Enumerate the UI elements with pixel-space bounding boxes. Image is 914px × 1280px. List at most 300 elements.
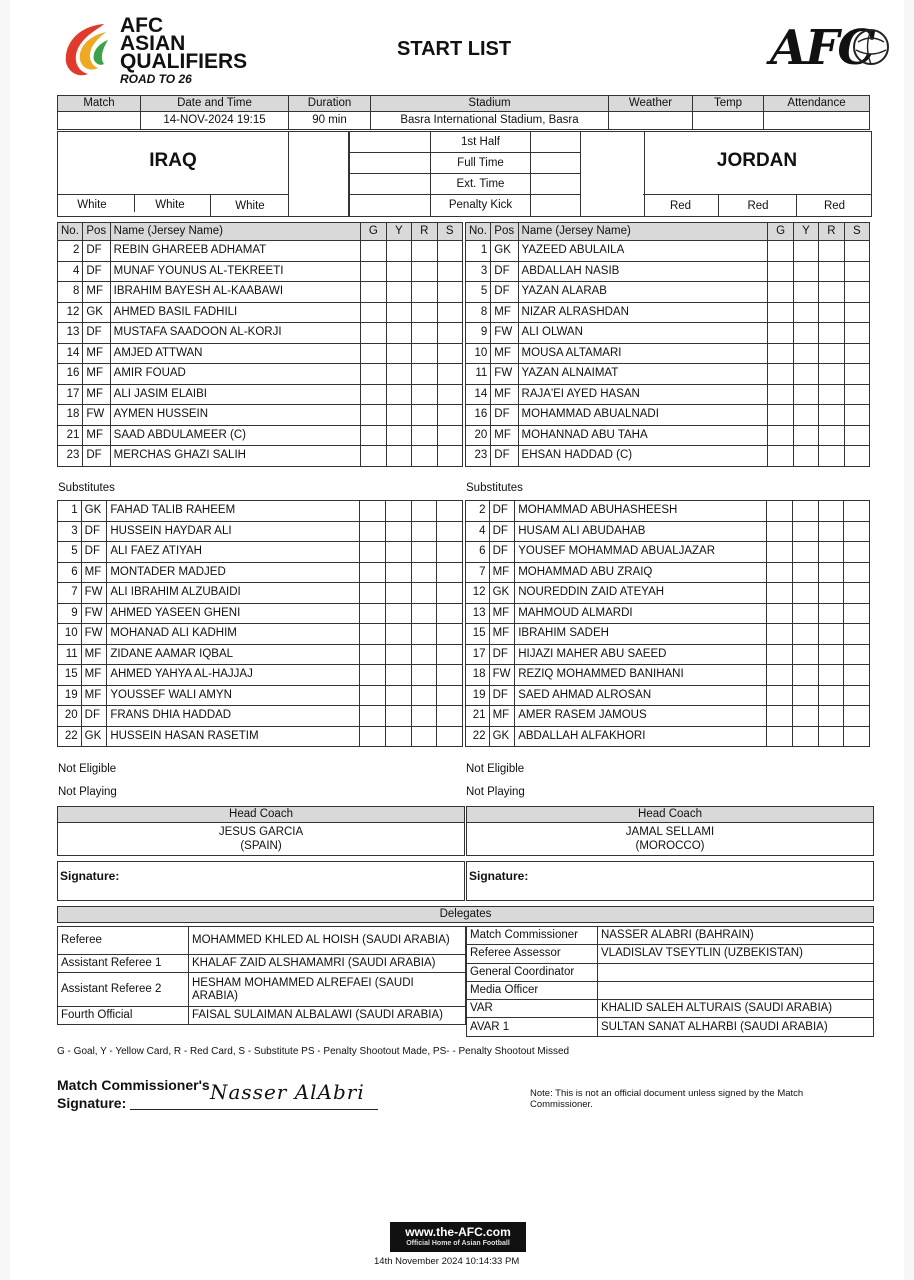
player-name: IBRAHIM BAYESH AL-KAABAWI (110, 282, 360, 303)
delegate-role: Assistant Referee 1 (58, 955, 189, 973)
player-name: HUSSEIN HASAN RASETIM (107, 726, 360, 747)
delegate-name: VLADISLAV TSEYTLIN (UZBEKISTAN) (598, 945, 874, 963)
player-row (466, 425, 870, 446)
player-row (466, 542, 870, 563)
period-score-away-1 (531, 132, 581, 153)
legend-text: G - Goal, Y - Yellow Card, R - Red Card, S - Substitute PS - Penalty Shootout Made, PS- - Penalty Shootout Missed (57, 1046, 570, 1057)
attendance-value (764, 112, 870, 130)
goal-cell (361, 323, 386, 344)
player-number: 2 (466, 501, 490, 522)
red-card-cell (412, 405, 437, 426)
red-card-cell (819, 425, 844, 446)
afc-logo (770, 20, 900, 80)
player-number: 19 (466, 685, 490, 706)
delegate-role: Referee (58, 927, 189, 955)
player-row (58, 282, 463, 303)
red-card-cell (411, 521, 437, 542)
player-row (466, 706, 870, 727)
period-penalty-kick: Penalty Kick (431, 195, 531, 217)
home-coach-cell (58, 823, 465, 856)
player-position: MF (81, 665, 107, 686)
delegate-row (467, 1018, 874, 1036)
player-name: ABDALLAH ALFAKHORI (515, 726, 767, 747)
yellow-card-cell (793, 446, 818, 467)
player-row (466, 241, 870, 262)
sub-cell (437, 603, 463, 624)
player-name: MOHANNAD ABU TAHA (518, 425, 768, 446)
sub-cell (437, 706, 463, 727)
away-kit-shirt: Red (669, 200, 692, 212)
red-card-cell (412, 261, 437, 282)
yellow-card-cell (385, 665, 411, 686)
player-number: 12 (466, 583, 490, 604)
player-position: FW (491, 323, 518, 344)
player-name: FAHAD TALIB RAHEEM (107, 501, 360, 522)
player-name: MOHAMMAD ABUALNADI (518, 405, 768, 426)
goal-cell (361, 282, 386, 303)
player-position: GK (81, 726, 107, 747)
red-card-cell (412, 282, 437, 303)
duration-label: Duration (289, 96, 371, 112)
player-position: FW (81, 583, 107, 604)
delegate-name (598, 981, 874, 999)
player-position: DF (81, 521, 107, 542)
away-not-playing: Not Playing (466, 786, 525, 798)
sub-cell (844, 405, 869, 426)
goal-cell (768, 302, 793, 323)
player-row (58, 343, 463, 364)
player-position: MF (491, 343, 518, 364)
player-position: DF (491, 405, 518, 426)
player-number: 23 (466, 446, 491, 467)
yellow-card-cell (793, 343, 818, 364)
player-number: 18 (58, 405, 83, 426)
yellow-card-cell (793, 603, 819, 624)
goal-cell (360, 501, 386, 522)
qualifiers-swirl-icon (60, 18, 116, 80)
player-position: MF (83, 343, 110, 364)
delegate-row (58, 955, 466, 973)
player-name: ALI OLWAN (518, 323, 768, 344)
delegate-name: NASSER ALABRI (BAHRAIN) (598, 927, 874, 945)
away-substitutes-table (465, 500, 870, 747)
player-number: 12 (58, 302, 83, 323)
duration-value: 90 min (289, 112, 371, 130)
red-card-cell (818, 665, 844, 686)
player-row (58, 323, 463, 344)
yellow-card-cell (793, 501, 819, 522)
period-1st-half: 1st Half (431, 132, 531, 153)
delegate-name: FAISAL SULAIMAN ALBALAWI (SAUDI ARABIA) (189, 1007, 466, 1025)
goal-cell (361, 261, 386, 282)
player-position: MF (491, 302, 518, 323)
red-card-cell (411, 726, 437, 747)
yellow-card-cell (793, 685, 819, 706)
delegate-role: Match Commissioner (467, 927, 598, 945)
col-pos: Pos (83, 223, 110, 241)
player-position: MF (489, 562, 515, 583)
player-position: MF (489, 706, 515, 727)
player-row (466, 384, 870, 405)
home-signature-box (57, 861, 465, 901)
sub-cell (844, 241, 869, 262)
col-no: No. (466, 223, 491, 241)
logo-line-qualifiers: QUALIFIERS (120, 50, 248, 73)
player-row (58, 405, 463, 426)
goal-cell (768, 343, 793, 364)
red-card-cell (818, 501, 844, 522)
player-row (58, 384, 463, 405)
yellow-card-cell (793, 644, 819, 665)
delegate-name: KHALAF ZAID ALSHAMAMRI (SAUDI ARABIA) (189, 955, 466, 973)
red-card-cell (818, 624, 844, 645)
yellow-card-cell (793, 562, 819, 583)
sub-cell (437, 425, 462, 446)
player-name: MONTADER MADJED (107, 562, 360, 583)
away-coach-table (466, 806, 874, 856)
period-score-away-2 (531, 153, 581, 174)
yellow-card-cell (793, 241, 818, 262)
period-score-home-1 (349, 132, 431, 153)
afc-logo-text: AFC (770, 20, 874, 76)
away-kit-shorts: Red (718, 195, 797, 216)
goal-cell (360, 726, 386, 747)
col-no: No. (58, 223, 83, 241)
period-score-home-2 (349, 153, 431, 174)
player-position: DF (83, 446, 110, 467)
player-number: 8 (58, 282, 83, 303)
mc-signature-label-2: Signature: (57, 1095, 127, 1111)
footer-badge (390, 1222, 526, 1252)
official-note: Note: This is not an official document unless signed by the Match Commissioner. (530, 1088, 804, 1110)
delegate-row (58, 973, 466, 1007)
delegate-role: AVAR 1 (467, 1018, 598, 1036)
sub-cell (844, 685, 870, 706)
sub-cell (437, 726, 463, 747)
player-number: 6 (58, 562, 82, 583)
sub-cell (844, 583, 870, 604)
goal-cell (768, 384, 793, 405)
delegates-right-table (466, 926, 874, 1037)
sub-cell (437, 644, 463, 665)
delegate-row (467, 963, 874, 981)
delegate-name: MOHAMMED KHLED AL HOISH (SAUDI ARABIA) (189, 927, 466, 955)
col-red: R (819, 223, 844, 241)
player-position: MF (81, 562, 107, 583)
sub-cell (844, 425, 869, 446)
col-sub: S (437, 223, 462, 241)
yellow-card-cell (793, 726, 819, 747)
player-position: MF (489, 603, 515, 624)
red-card-cell (411, 706, 437, 727)
sub-cell (844, 261, 869, 282)
player-position: DF (491, 261, 518, 282)
player-name: YAZEED ABULAILA (518, 241, 768, 262)
home-signature-label: Signature: (60, 869, 120, 883)
player-name: IBRAHIM SADEH (515, 624, 767, 645)
yellow-card-cell (386, 446, 411, 467)
red-card-cell (819, 364, 844, 385)
goal-cell (767, 726, 793, 747)
player-position: DF (491, 446, 518, 467)
player-row (466, 726, 870, 747)
player-row (466, 343, 870, 364)
player-name: AMJED ATTWAN (110, 343, 360, 364)
col-sub: S (844, 223, 869, 241)
player-number: 10 (58, 624, 82, 645)
player-position: FW (81, 624, 107, 645)
player-position: DF (489, 521, 515, 542)
afc-asian-qualifiers-logo (60, 12, 260, 92)
player-name: SAED AHMAD ALROSAN (515, 685, 767, 706)
player-number: 21 (466, 706, 490, 727)
sub-cell (844, 706, 870, 727)
player-position: MF (81, 685, 107, 706)
goal-cell (767, 583, 793, 604)
player-position: DF (489, 644, 515, 665)
player-number: 3 (466, 261, 491, 282)
player-name: AMIR FOUAD (110, 364, 360, 385)
player-row (466, 302, 870, 323)
home-kit-shorts: White (134, 195, 205, 212)
goal-cell (767, 644, 793, 665)
red-card-cell (818, 562, 844, 583)
player-name: YAZAN ALNAIMAT (518, 364, 768, 385)
player-row (466, 644, 870, 665)
delegates-left-table (57, 926, 466, 1025)
player-position: DF (489, 542, 515, 563)
player-name: MOHANAD ALI KADHIM (107, 624, 360, 645)
yellow-card-cell (385, 603, 411, 624)
period-ext-time: Ext. Time (431, 174, 531, 195)
red-card-cell (412, 323, 437, 344)
red-card-cell (818, 706, 844, 727)
goal-cell (767, 706, 793, 727)
yellow-card-cell (385, 542, 411, 563)
sub-cell (844, 446, 869, 467)
goal-cell (767, 665, 793, 686)
red-card-cell (412, 343, 437, 364)
player-name: YAZAN ALARAB (518, 282, 768, 303)
yellow-card-cell (793, 261, 818, 282)
goal-cell (767, 624, 793, 645)
goal-cell (360, 603, 386, 624)
red-card-cell (412, 302, 437, 323)
red-card-cell (819, 302, 844, 323)
player-name: REZIQ MOHAMMED BANIHANI (515, 665, 767, 686)
goal-cell (360, 665, 386, 686)
red-card-cell (411, 685, 437, 706)
away-score-box (580, 132, 645, 216)
footer-url: www.the-AFC.com (405, 1225, 511, 1239)
sub-cell (437, 521, 463, 542)
player-number: 5 (58, 542, 82, 563)
player-row (466, 323, 870, 344)
home-kit-shirt: White (77, 199, 107, 211)
player-position: FW (83, 405, 110, 426)
away-coach-country: (MOROCCO) (635, 840, 705, 852)
yellow-card-cell (793, 364, 818, 385)
yellow-card-cell (385, 644, 411, 665)
delegate-role: Assistant Referee 2 (58, 973, 189, 1007)
yellow-card-cell (793, 323, 818, 344)
page-title: START LIST (397, 38, 512, 60)
red-card-cell (411, 644, 437, 665)
red-card-cell (818, 583, 844, 604)
player-number: 1 (58, 501, 82, 522)
yellow-card-cell (385, 521, 411, 542)
player-name: AYMEN HUSSEIN (110, 405, 360, 426)
player-name: ALI IBRAHIM ALZUBAIDI (107, 583, 360, 604)
player-name: HIJAZI MAHER ABU SAEED (515, 644, 767, 665)
sub-cell (437, 302, 462, 323)
player-number: 4 (58, 261, 83, 282)
sub-cell (844, 282, 869, 303)
yellow-card-cell (793, 665, 819, 686)
yellow-card-cell (386, 343, 411, 364)
period-table (348, 131, 581, 217)
red-card-cell (411, 603, 437, 624)
goal-cell (361, 241, 386, 262)
player-name: YOUSSEF WALI AMYN (107, 685, 360, 706)
yellow-card-cell (386, 425, 411, 446)
sub-cell (844, 343, 869, 364)
delegates-header (57, 906, 874, 923)
player-row (58, 706, 463, 727)
player-row (58, 624, 463, 645)
player-row (466, 685, 870, 706)
goal-cell (361, 384, 386, 405)
away-coach-label: Head Coach (467, 807, 874, 823)
date-time-value: 14-NOV-2024 19:15 (141, 112, 289, 130)
player-position: GK (81, 501, 107, 522)
player-name: HUSAM ALI ABUDAHAB (515, 521, 767, 542)
yellow-card-cell (385, 624, 411, 645)
player-position: DF (81, 542, 107, 563)
player-row (58, 542, 463, 563)
player-row (58, 521, 463, 542)
goal-cell (768, 446, 793, 467)
home-coach-name: JESUS GARCIA (218, 826, 304, 838)
home-players-table (57, 222, 463, 467)
date-time-label: Date and Time (141, 96, 289, 112)
player-row (58, 562, 463, 583)
away-coach-cell (467, 823, 874, 856)
player-name: AHMED BASIL FADHILI (110, 302, 360, 323)
home-coach-table (57, 806, 465, 856)
player-row (466, 603, 870, 624)
red-card-cell (412, 364, 437, 385)
player-number: 13 (58, 323, 83, 344)
player-number: 7 (466, 562, 490, 583)
red-card-cell (818, 521, 844, 542)
player-number: 15 (58, 665, 82, 686)
red-card-cell (818, 542, 844, 563)
sub-cell (437, 282, 462, 303)
delegate-name: SULTAN SANAT ALHARBI (SAUDI ARABIA) (598, 1018, 874, 1036)
goal-cell (768, 282, 793, 303)
sub-cell (844, 665, 870, 686)
goal-cell (361, 446, 386, 467)
football-globe-icon (852, 28, 890, 66)
mc-handwritten-signature: Nasser AlAbri (210, 1080, 365, 1104)
col-yellow: Y (793, 223, 818, 241)
delegates-label: Delegates (58, 907, 874, 923)
player-position: MF (83, 282, 110, 303)
yellow-card-cell (385, 706, 411, 727)
player-name: MOHAMMAD ABU ZRAIQ (515, 562, 767, 583)
player-position: FW (81, 603, 107, 624)
player-name: AHMED YASEEN GHENI (107, 603, 360, 624)
player-name: ZIDANE AAMAR IQBAL (107, 644, 360, 665)
logo-line-asian: ASIAN (120, 32, 186, 55)
player-row (58, 501, 463, 522)
player-number: 16 (58, 364, 83, 385)
temp-label: Temp (693, 96, 764, 112)
player-row (466, 583, 870, 604)
red-card-cell (412, 425, 437, 446)
player-position: GK (491, 241, 518, 262)
player-number: 22 (58, 726, 82, 747)
sub-cell (437, 624, 463, 645)
player-row (466, 521, 870, 542)
player-row (466, 501, 870, 522)
goal-cell (361, 405, 386, 426)
sub-cell (844, 624, 870, 645)
player-row (58, 603, 463, 624)
delegate-name: KHALID SALEH ALTURAIS (SAUDI ARABIA) (598, 1000, 874, 1018)
goal-cell (360, 624, 386, 645)
yellow-card-cell (793, 282, 818, 303)
player-position: MF (489, 624, 515, 645)
yellow-card-cell (793, 583, 819, 604)
player-number: 6 (466, 542, 490, 563)
yellow-card-cell (793, 384, 818, 405)
yellow-card-cell (386, 282, 411, 303)
player-position: GK (83, 302, 110, 323)
sub-cell (844, 521, 870, 542)
home-not-playing: Not Playing (58, 786, 117, 798)
yellow-card-cell (386, 405, 411, 426)
mc-signature-line (130, 1109, 378, 1110)
player-number: 17 (466, 644, 490, 665)
player-row (466, 364, 870, 385)
yellow-card-cell (793, 302, 818, 323)
weather-value (609, 112, 693, 130)
red-card-cell (819, 323, 844, 344)
delegate-row (467, 945, 874, 963)
footer-tagline: Official Home of Asian Football (406, 1240, 510, 1247)
sub-cell (437, 261, 462, 282)
player-row (58, 665, 463, 686)
player-name: SAAD ABDULAMEER (C) (110, 425, 360, 446)
red-card-cell (412, 241, 437, 262)
player-row (58, 241, 463, 262)
player-number: 9 (466, 323, 491, 344)
goal-cell (360, 521, 386, 542)
player-position: MF (83, 364, 110, 385)
player-position: GK (489, 583, 515, 604)
goal-cell (767, 562, 793, 583)
away-not-eligible: Not Eligible (466, 763, 525, 775)
player-row (58, 583, 463, 604)
yellow-card-cell (385, 583, 411, 604)
player-row (58, 446, 463, 467)
delegate-row (467, 927, 874, 945)
player-position: GK (489, 726, 515, 747)
sub-cell (844, 644, 870, 665)
delegate-name (598, 963, 874, 981)
